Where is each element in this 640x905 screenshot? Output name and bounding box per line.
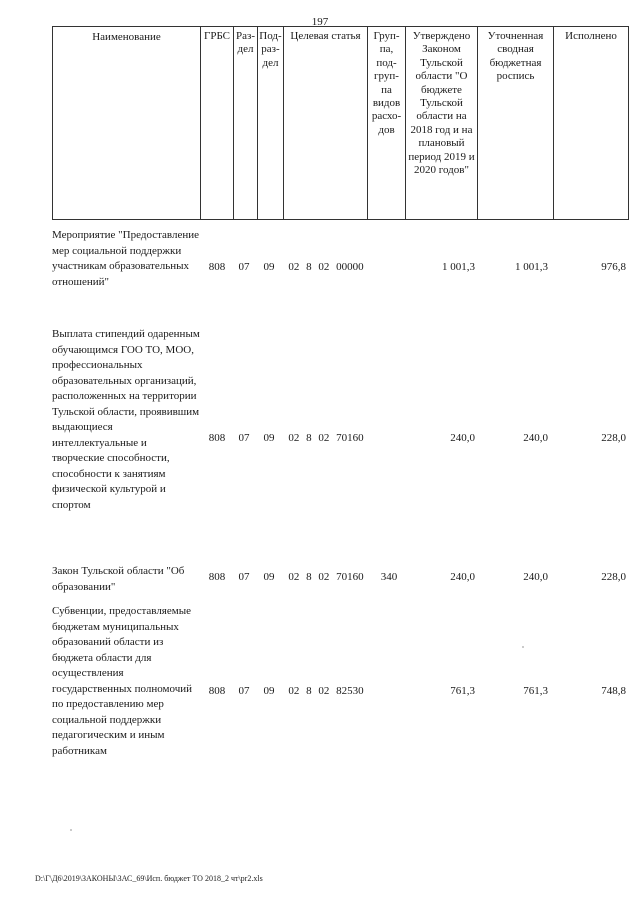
scan-speck	[70, 829, 72, 831]
row-razdel: 07	[238, 432, 250, 444]
row-approved: 240,0	[450, 432, 475, 444]
row-target: 02 8 02 00000	[288, 261, 364, 273]
table-row	[52, 228, 628, 323]
column-header-razdel: Раз-дел	[234, 27, 258, 220]
row-grbs: 808	[208, 261, 226, 273]
row-refined: 240,0	[523, 571, 548, 583]
row-grbs: 808	[208, 571, 226, 583]
scan-speck	[522, 646, 524, 648]
column-header-vid: Груп-па, под-груп-па видов расхо-дов	[368, 27, 406, 220]
column-header-approved: Утверждено Законом Тульской области "О бюджете Тульской области на 2018 год и на плановый период 2019 и 2020 годов"	[406, 27, 478, 220]
row-podrazdel: 09	[263, 685, 275, 697]
row-target: 02 8 02 70160	[288, 571, 364, 583]
row-name: Субвенции, предоставляемые бюджетам муниципальных образований области из бюджета области для осуществления государственных полномочий по предоставлению мер социальной поддержки педагогическим и иным работникам	[52, 605, 193, 757]
row-target: 02 8 02 70160	[288, 432, 364, 444]
table-row	[52, 327, 628, 557]
row-razdel: 07	[238, 685, 250, 697]
row-name: Мероприятие "Предоставление мер социальной поддержки участникам образовательных отношений"	[52, 229, 200, 288]
row-executed: 976,8	[601, 261, 626, 273]
row-executed: 748,8	[601, 685, 626, 697]
column-header-podrazdel: Под-раз-дел	[258, 27, 284, 220]
row-approved: 761,3	[450, 685, 475, 697]
row-executed: 228,0	[601, 432, 626, 444]
column-header-name: Наименование	[53, 27, 201, 220]
row-target: 02 8 02 82530	[288, 685, 364, 697]
row-vid: 340	[380, 571, 398, 583]
row-podrazdel: 09	[263, 261, 275, 273]
table-row	[52, 564, 628, 600]
row-razdel: 07	[238, 261, 250, 273]
row-grbs: 808	[208, 432, 226, 444]
row-name: Закон Тульской области "Об образовании"	[52, 565, 185, 593]
row-name: Выплата стипендий одаренным обучающимся ГОО ТО, МОО, профессиональных образовательных организаций, расположенных на территории Тульской области, проявившим выдающиеся интеллектуальные и творческие способности, способности к занятиям физической культурой и спортом	[52, 328, 200, 511]
row-refined: 1 001,3	[515, 261, 548, 273]
file-path-footer: D:\Г\Д6\2019\ЗАКОНЫ\ЗАС_69\Исп. бюджет ТО 2018_2 чт\pr2.xls	[35, 874, 263, 883]
column-header-executed: Исполнено	[554, 27, 629, 220]
row-podrazdel: 09	[263, 432, 275, 444]
column-header-grbs: ГРБС	[201, 27, 234, 220]
row-podrazdel: 09	[263, 571, 275, 583]
row-approved: 240,0	[450, 571, 475, 583]
column-header-refined: Уточненная сводная бюджетная роспись	[478, 27, 554, 220]
row-refined: 240,0	[523, 432, 548, 444]
row-grbs: 808	[208, 685, 226, 697]
row-razdel: 07	[238, 571, 250, 583]
table-row	[52, 604, 628, 794]
row-executed: 228,0	[601, 571, 626, 583]
table-header	[52, 26, 629, 220]
row-approved: 1 001,3	[442, 261, 475, 273]
row-refined: 761,3	[523, 685, 548, 697]
column-header-target: Целевая статья	[284, 27, 368, 220]
page-number: 197	[311, 16, 329, 28]
